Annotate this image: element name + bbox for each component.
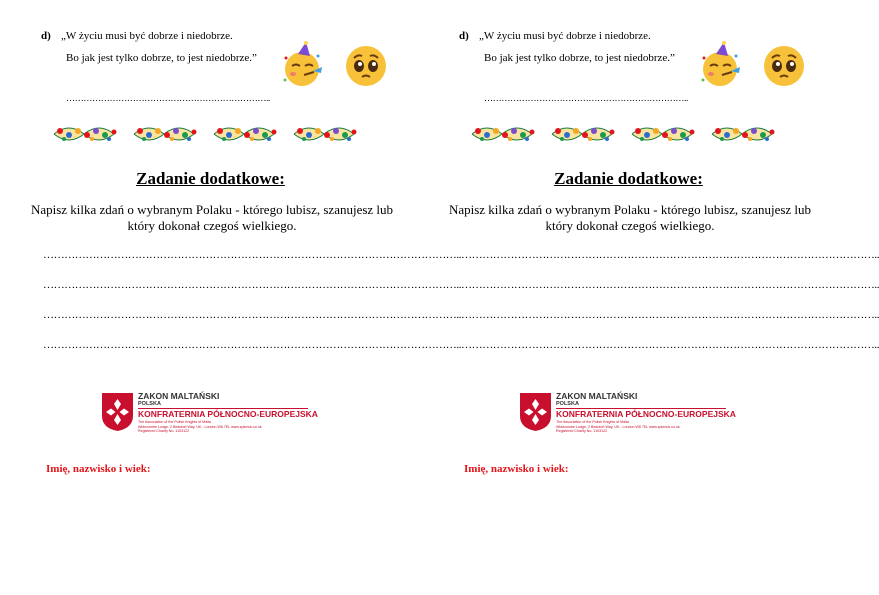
quote-line-1: „W życiu musi być dobrze i niedobrze. (479, 30, 651, 42)
partying-face-icon (698, 44, 742, 88)
question-letter: d) (41, 30, 51, 42)
partying-face-icon (280, 44, 324, 88)
name-age-label: Imię, nazwisko i wiek: (464, 463, 569, 475)
maltese-cross-shield-icon (519, 392, 552, 432)
writing-line: ……………………………………………………………………………………………………….. (43, 249, 462, 261)
quote-line-1: „W życiu musi być dobrze i niedobrze. (61, 30, 233, 42)
task-instruction: Napisz kilka zdań o wybranym Polaku - którego lubisz, szanujesz lub który dokonał czegoś wielkiego. (448, 202, 812, 233)
logo-confraternity: KONFRATERNIA PÓŁNOCNO-EUROPEJSKA (556, 409, 736, 419)
maltese-cross-shield-icon (101, 392, 134, 432)
writing-line: ……………………………………………………………………………………………………….. (43, 279, 462, 291)
writing-line: ……………………………………………………………………………………………………….. (461, 339, 879, 351)
logo-fine-print: Registered Charity No. 1103122 (138, 429, 190, 434)
logo-fine-print: Widecombe Lodge, 2 Beaufort Way, UK - London W8 7EL www.zpkmuk.co.uk (138, 424, 262, 429)
writing-line: ……………………………………………………………………………………………………….. (461, 279, 879, 291)
logo-confraternity: KONFRATERNIA PÓŁNOCNO-EUROPEJSKA (138, 409, 318, 419)
answer-dotted-line: …………………………………………………………….. (66, 93, 271, 103)
folk-ornament-divider (52, 123, 374, 145)
name-age-label: Imię, nazwisko i wiek: (46, 463, 151, 475)
logo-country: POLSKA (556, 401, 579, 407)
quote-line-2: Bo jak jest tylko dobrze, to jest niedobrze.” (66, 52, 257, 64)
folk-ornament-divider (470, 123, 792, 145)
writing-line: ……………………………………………………………………………………………………….. (43, 339, 462, 351)
question-letter: d) (459, 30, 469, 42)
logo-fine-print: The Association of the Polish Knights of Malta (556, 420, 629, 424)
logo-text-block (556, 392, 736, 434)
pleading-face-icon (344, 44, 388, 88)
logo-fine-print: Registered Charity No. 1103122 (556, 429, 608, 434)
logo-fine-print: Widecombe Lodge, 2 Beaufort Way, UK - London W8 7EL www.zpkmuk.co.uk (556, 424, 680, 429)
order-of-malta-logo (519, 392, 739, 436)
logo-org-name: ZAKON MALTAŃSKI (556, 391, 638, 401)
logo-country: POLSKA (138, 401, 161, 407)
pleading-face-icon (762, 44, 806, 88)
task-title: Zadanie dodatkowe: (554, 169, 703, 188)
answer-dotted-line: …………………………………………………………….. (484, 93, 689, 103)
logo-org-name: ZAKON MALTAŃSKI (138, 391, 220, 401)
logo-fine-print: The Association of the Polish Knights of Malta (138, 420, 211, 424)
quote-line-2: Bo jak jest tylko dobrze, to jest niedobrze.” (484, 52, 675, 64)
task-instruction: Napisz kilka zdań o wybranym Polaku - którego lubisz, szanujesz lub który dokonał czegoś wielkiego. (30, 202, 394, 233)
order-of-malta-logo (101, 392, 321, 436)
writing-line: ……………………………………………………………………………………………………….. (43, 309, 462, 321)
writing-line: ……………………………………………………………………………………………………….. (461, 309, 879, 321)
worksheet-copy-right (418, 0, 879, 595)
writing-line: ……………………………………………………………………………………………………….. (461, 249, 879, 261)
logo-text-block (138, 392, 318, 434)
task-title: Zadanie dodatkowe: (136, 169, 285, 188)
